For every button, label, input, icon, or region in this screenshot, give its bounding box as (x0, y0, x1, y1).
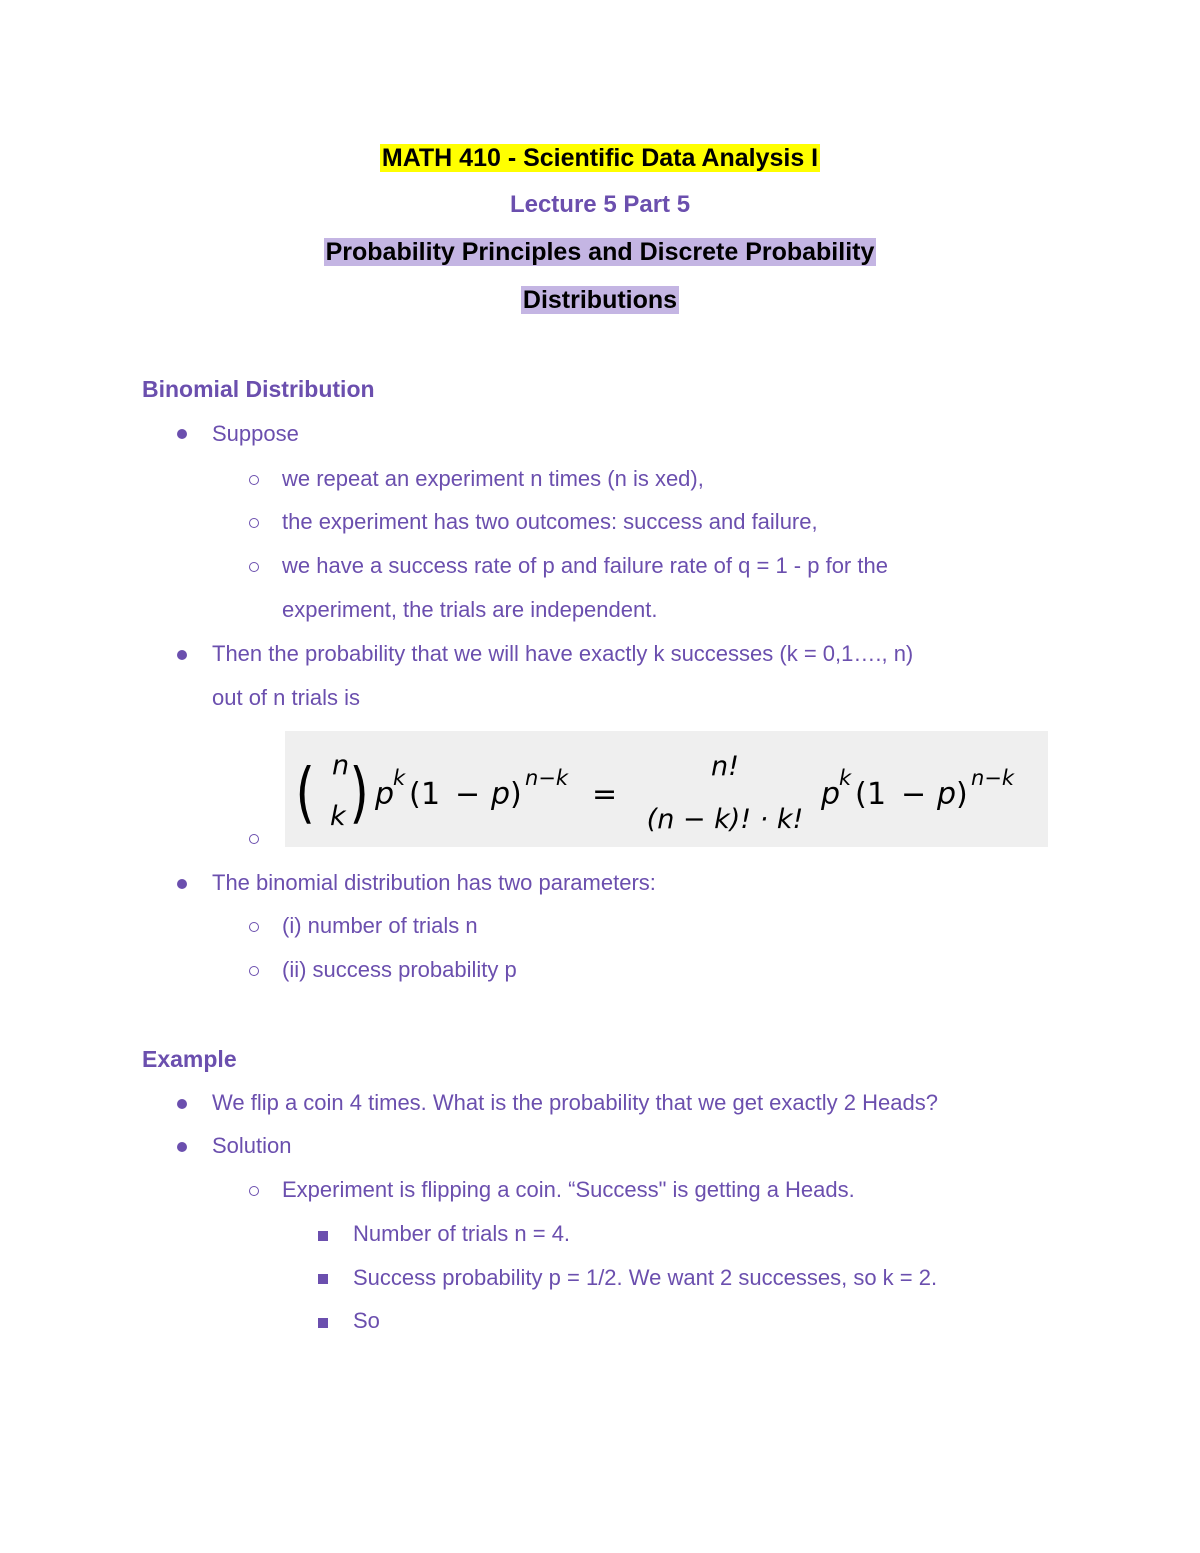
formula-p: p (491, 777, 511, 812)
formula-minus: − (901, 777, 927, 812)
topic-title-line2 (0, 285, 1200, 315)
bullet-dot-icon (177, 429, 187, 439)
bullet-square-icon (318, 1318, 328, 1328)
bullet-square-icon (318, 1274, 328, 1284)
solution-label: Solution (212, 1133, 292, 1158)
param-item: (ii) success probability p (282, 957, 517, 982)
solution-step: So (353, 1308, 380, 1333)
solution-step: Success probability p = 1/2. We want 2 successes, so k = 2. (353, 1265, 938, 1290)
topic-title-line1-text: Probability Principles and Discrete Probability (325, 238, 875, 266)
bullet-square-icon (318, 1231, 328, 1241)
formula-open-paren: ( (295, 753, 315, 831)
formula-paren-close: ) (956, 777, 968, 812)
experiment-text: Experiment is flipping a coin. “Success" is getting a Heads. (282, 1177, 855, 1202)
formula-exp-n-minus-k: n−k (971, 766, 1015, 790)
topic-title-line1 (0, 237, 1200, 267)
condition-item-continuation: experiment, the trials are independent. (282, 597, 658, 622)
bullet-dot-icon (177, 1142, 187, 1152)
formula-p: p (375, 777, 395, 812)
condition-item: we repeat an experiment n times (n is xed), (282, 466, 704, 491)
condition-item: we have a success rate of p and failure rate of q = 1 - p for the (282, 553, 888, 578)
bullet-circle-icon (249, 922, 259, 932)
example-question: We flip a coin 4 times. What is the probability that we get exactly 2 Heads? (212, 1090, 938, 1115)
formula-p: p (937, 777, 957, 812)
formula-close-paren: ) (349, 753, 369, 831)
then-text-line2: out of n trials is (212, 685, 360, 710)
bullet-dot-icon (177, 1099, 187, 1109)
bullet-dot-icon (177, 879, 187, 889)
bullet-dot-icon (177, 650, 187, 660)
bullet-circle-icon (249, 966, 259, 976)
formula-paren-close: ) (510, 777, 522, 812)
bullet-circle-icon (249, 475, 259, 485)
course-title (0, 143, 1200, 173)
formula-equals: = (592, 777, 618, 812)
bullet-circle-icon (249, 834, 259, 844)
formula-exp-k: k (393, 766, 406, 790)
formula-minus: − (455, 777, 481, 812)
formula-exp-n-minus-k: n−k (525, 766, 569, 790)
bullet-circle-icon (249, 518, 259, 528)
formula-binom-n: n (332, 750, 350, 781)
binomial-heading: Binomial Distribution (142, 376, 375, 402)
formula-one: 1 (867, 777, 887, 812)
suppose-text: Suppose (212, 421, 299, 446)
solution-step: Number of trials n = 4. (353, 1221, 571, 1246)
formula-p: p (821, 777, 841, 812)
bullet-circle-icon (249, 1186, 259, 1196)
lecture-subtitle: Lecture 5 Part 5 (509, 191, 691, 218)
then-text-line1: Then the probability that we will have exactly k successes (k = 0,1…., n) (212, 641, 914, 666)
course-title-text: MATH 410 - Scientific Data Analysis I (381, 144, 819, 172)
param-item: (i) number of trials n (282, 913, 478, 938)
condition-item: the experiment has two outcomes: success and failure, (282, 509, 818, 534)
formula-denominator: (n − k)! · k! (646, 804, 804, 835)
formula-binom-k: k (330, 801, 346, 832)
binomial-formula (285, 731, 1048, 847)
params-intro-text: The binomial distribution has two parameters: (212, 870, 656, 895)
formula-paren-open: ( (409, 777, 421, 812)
example-heading: Example (142, 1046, 237, 1072)
formula-exp-k: k (839, 766, 852, 790)
formula-one: 1 (421, 777, 441, 812)
topic-title-line2-text: Distributions (522, 286, 678, 314)
formula-paren-open: ( (855, 777, 867, 812)
bullet-circle-icon (249, 562, 259, 572)
formula-numerator: n! (711, 751, 739, 782)
binomial-formula-svg (285, 731, 1048, 847)
